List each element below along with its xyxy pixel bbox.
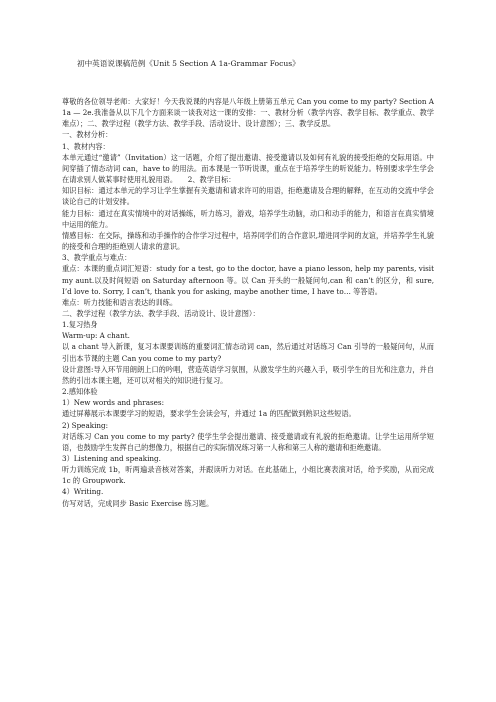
document-title: 初中英语说课稿范例《Unit 5 Section A 1a-Grammar Focus》 (77, 59, 300, 68)
subsection-heading: 1.复习热身 (62, 320, 98, 330)
body-paragraph: 设计意图:导入环节用朗朗上口的吟唱，营造英语学习氛围，从激发学生的兴趣入手，吸引学生的目光和注意力，并自然的引出本课主题，还可以对相关的知识进行复习。 (62, 364, 434, 385)
subsection-heading: 1、教材内容： (62, 141, 110, 151)
body-paragraph: 听力训练完成 1b，听两遍录音核对答案，并跟读听力对话。在此基础上，小组比赛表演对话，给予奖励，从而完成 1c 的 Groupwork. (62, 465, 434, 486)
body-paragraph: 情感目标：在交际，操练和动手操作的合作学习过程中，培养同学们的合作意识,增进同学间的友谊，并培养学生礼貌的接受和合理的拒绝别人请求的意识。 (62, 230, 434, 252)
body-paragraph: 仿写对话，完成同步 Basic Exercise 练习题。 (62, 498, 214, 508)
body-paragraph: 对话练习 Can you come to my party? 使学生学会提出邀请、接受邀请或有礼貌的拒绝邀请。让学生运用所学短语，也鼓励学生发挥自己的想像力，根据自己的实际情况练习第一人称和第三人称的邀请和拒绝邀请。 (62, 431, 434, 452)
body-paragraph: 4）Writing. (62, 487, 104, 497)
body-paragraph: 2) Speaking: (62, 420, 109, 430)
body-paragraph: 本单元通过“邀请”（Invitation）这一话题，介绍了提出邀请、接受邀请以及如何有礼貌的接受拒绝的交际用语。中间穿插了情态动词 can，have to 的用法。而本课是一节听说课，重点在于培养学生的听说能力。特别要求学生学会在请求别人做某事时使用礼貌用语。 2、教学目标： (62, 152, 434, 185)
intro-paragraph: 尊敬的各位领导老师：大家好！今天我说课的内容是八年级上册第五单元 Can you come to my party? Section A 1a — 2e.我准备从以下几个方面来谈一谈我对这一课的安排：一、教材分析（教学内容、教学目标、教学重点、教学难点）；二、教学过程（教学方法、教学手段、活动设计、设计意图）；三、教学反思。 (62, 97, 434, 129)
body-paragraph: 1）New words and phrases: (62, 398, 165, 408)
body-paragraph: 通过屏幕展示本课要学习的短语，要求学生会读会写，并通过 1a 的匹配做到熟识这些短语。 (62, 409, 356, 419)
document-body (62, 96, 434, 509)
body-paragraph: Warm-up: A chant. (62, 331, 130, 341)
subsection-heading: 3、教学重点与难点： (62, 253, 132, 263)
section-heading: 二、教学过程（教学方法、教学手段、活动设计、设计意图）： (62, 308, 260, 318)
body-paragraph: 知识目标：通过本单元的学习让学生掌握有关邀请和请求许可的用语，拒绝邀请及合理的解释，在互动的交流中学会谈论自己的计划安排。 (62, 186, 434, 207)
subsection-heading: 2.感知体验 (62, 387, 98, 397)
body-paragraph: 3）Listening and speaking. (62, 454, 161, 463)
body-paragraph: 重点：本课的重点词汇短语：study for a test, go to the doctor, have a piano lesson, help my parents, visit my aunt.以及时间短语 on Saturday afternoon 等。以 Can 开头的一般疑问句,can 和 can’t 的区分，和 sure, I’d love to. Sorry, I can’t, thank you for asking, maybe another time, I have to… 等答语。 (62, 264, 434, 296)
body-paragraph: 以 a chant 导入新课，复习本课要训练的重要词汇情态动词 can，然后通过对话练习 Can 引导的一般疑问句，从而引出本节课的主题 Can you come to my party? (62, 342, 434, 363)
section-heading: 一、教材分析： (62, 130, 113, 140)
body-paragraph: 难点：听力技能和语言表达的训练。 (62, 297, 178, 307)
body-paragraph: 能力目标：通过在真实情境中的对话操练，听力练习，游戏，培养学生动脑，动口和动手的能力，和语言在真实情境中运用的能力。 (62, 208, 434, 229)
